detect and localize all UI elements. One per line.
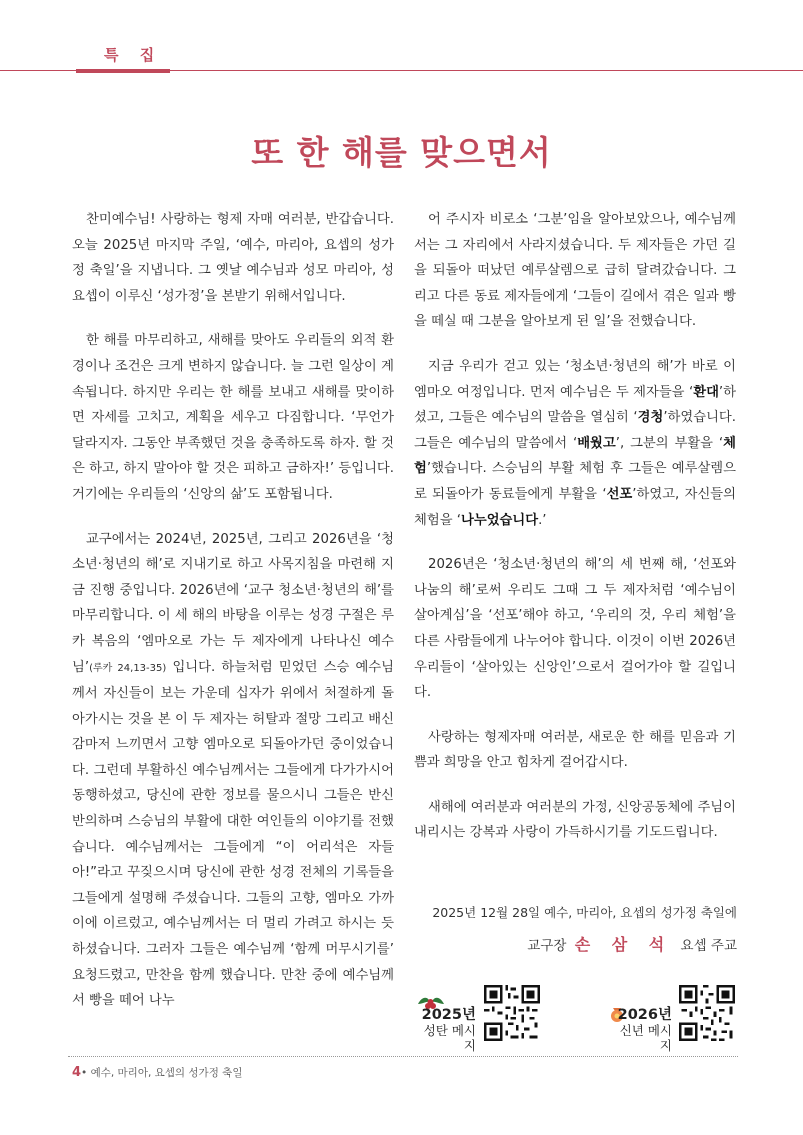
text-fragment: ’하였습니다. 그들은 예수님의 말씀에서 ‘ [414,410,736,451]
left-paragraph-3 [72,527,394,1014]
left-column [72,207,394,1014]
keyword-welcome: 환대 [693,384,719,400]
header-accent-bar [76,69,170,73]
text-fragment: 지금 우리가 걷고 있는 ‘청소년·청년의 해’가 바로 이 엠마오 여정입니다. 먼저 예수님은 두 제자들을 ‘ [414,358,736,400]
footer-text: • 예수, 마리아, 요셉의 성가정 축일 [81,1067,243,1079]
keyword-learn: 배웠고 [577,435,616,451]
left-paragraph-2: 한 해를 마무리하고, 새해를 맞아도 우리들의 외적 환경이나 조건은 크게 변하지 않습니다. 늘 그런 일상이 계속됩니다. 하지만 우리는 한 해를 보내고 새해를 맞이하면 자세를 고치고, 계획을 세우고 다짐합니다. ‘무언가 달라지자. 그동안 부족했던 것을 충족하도록 하자. 할 것은 하고, 하지 말아야 할 것은 피하고 금하자!’ 등입니다. 거기에는 우리들의 ‘신앙의 삶’도 포함됩니다. [72,333,394,502]
left-paragraph-3-part-a: 교구에서는 2024년, 2025년, 그리고 2026년을 ‘청소년·청년의 해’로 지내기로 하고 사목지침을 마련해 지금 진행 중입니다. 2026년에 ‘교구 청소년·청년의 해’를 마무리합니다. 이 세 해의 바탕을 이루는 성경 구절은 루카 복음의 ‘엠마오로 가는 두 제자에게 나타나신 예수님’ [72,531,394,675]
qr-code-newyear[interactable] [679,985,735,1041]
right-paragraph-3: 2026년은 ‘청소년·청년의 해’의 세 번째 해, ‘선포와 나눔의 해’로써 우리도 그때 그 두 제자처럼 ‘예수님이 살아계심’을 ‘선포’해야 하고, ‘우리의 것, 우리 체험’을 다른 사람들에게 나누어야 합니다. 이것이 이번 2026년 우리들이 ‘살아있는 신앙인’으로서 걸어가야 할 길입니다. [414,557,736,701]
signature-prefix: 교구장 [527,938,567,954]
signature-suffix: 요셉 주교 [680,938,737,954]
right-paragraph-1: 어 주시자 비로소 ‘그분’임을 알아보았으나, 예수님께서는 그 자리에서 사라지셨습니다. 두 제자들은 가던 길을 되돌아 떠났던 예루살렘으로 급히 달려갔습니다. 그리고 다른 동료 제자들에게 ‘그들이 길에서 겪은 일과 빵을 떼실 때 그분을 알아보게 된 일’을 전했습니다. [414,212,736,330]
qr-label-newyear [612,1008,672,1053]
text-fragment: ’했습니다. 스승님의 부활 체험 후 그들은 예루살렘으로 되돌아가 동료들에게 부활을 ‘ [414,461,736,502]
section-label: 특 집 [104,46,163,64]
qr-year-2025: 2025년 [421,1007,476,1023]
date-line: 2025년 12월 28일 예수, 마리아, 요셉의 성가정 축일에 [432,905,737,920]
keyword-share: 나누었습니다 [461,512,539,528]
left-paragraph-3-part-b: 입니다. 하늘처럼 믿었던 스승 예수님께서 자신들이 보는 가운데 십자가 위에서 처절하게 돌아가시는 것을 본 이 두 제자는 허탈과 절망 그리고 배신감마저 느끼면서 고향 엠마오로 되돌아가던 중이었습니다. 그런데 부활하신 예수님께서는 그들에게 다가가시어 동행하셨고, 당신에 관한 정보를 물으시니 그들은 반신반의하며 스승님의 부활에 대한 여인들의 이야기를 전했습니다. 예수님께서는 그들에게 “이 어리석은 자들아!”라고 꾸짖으시며 당신에 관한 성경 전체의 기록들을 그들에게 설명해 주셨습니다. 그들의 고향, 엠마오 가까이에 이르렀고, 예수님께서는 더 멀리 가려고 하시는 듯하셨습니다. 그러자 그들은 예수님께 ‘함께 머무시기를’ 요청드렸고, 만찬을 함께 했습니다. 만찬 중에 예수님께서 빵을 떼어 나누 [72,659,394,1009]
text-fragment: ’하셨고, 그들은 예수님의 말씀을 열심히 ‘ [414,384,736,426]
text-fragment: ’하였고, 자신들의 체험을 ‘ [414,486,736,528]
text-fragment: ’, 그분의 부활을 ‘ [615,435,724,451]
right-paragraph-4: 사랑하는 형제자매 여러분, 새로운 한 해를 믿음과 기쁨과 희망을 안고 힘차게 걸어갑시다. [414,729,736,771]
keyword-listen: 경청 [637,410,664,426]
qr-year-2026: 2026년 [617,1007,672,1023]
footer-divider [68,1056,738,1057]
footer [72,1065,242,1080]
signature-name: 손 삼 석 [574,935,673,954]
left-paragraph-1: 찬미예수님! 사랑하는 형제 자매 여러분, 반갑습니다. 오늘 2025년 마지막 주일, ‘예수, 마리아, 요셉의 성가정 축일’을 지냅니다. 그 옛날 예수님과 성모 마리아, 성 요셉이 이루신 ‘성가정’을 본받기 위해서입니다. [72,212,394,304]
right-paragraph-2 [414,354,736,533]
keyword-proclaim: 선포 [606,486,633,502]
text-fragment: .’ [538,512,547,528]
page-number: 4 [72,1065,82,1080]
qr-caption-christmas: 성탄 메시지 [423,1023,476,1053]
qr-label-christmas [416,1008,476,1053]
keyword-experience: 체험 [414,435,736,477]
scripture-reference: (루카 24,13-35) [89,662,167,674]
qr-caption-newyear: 신년 메시지 [619,1023,672,1053]
page-title: 또 한 해를 맞으면서 [251,133,552,172]
right-paragraph-5: 새해에 여러분과 여러분의 가정, 신앙공동체에 주님이 내리시는 강복과 사랑이 가득하시기를 기도드립니다. [414,799,736,841]
right-column [414,207,736,846]
signature [527,932,737,955]
qr-code-christmas[interactable] [484,985,540,1041]
